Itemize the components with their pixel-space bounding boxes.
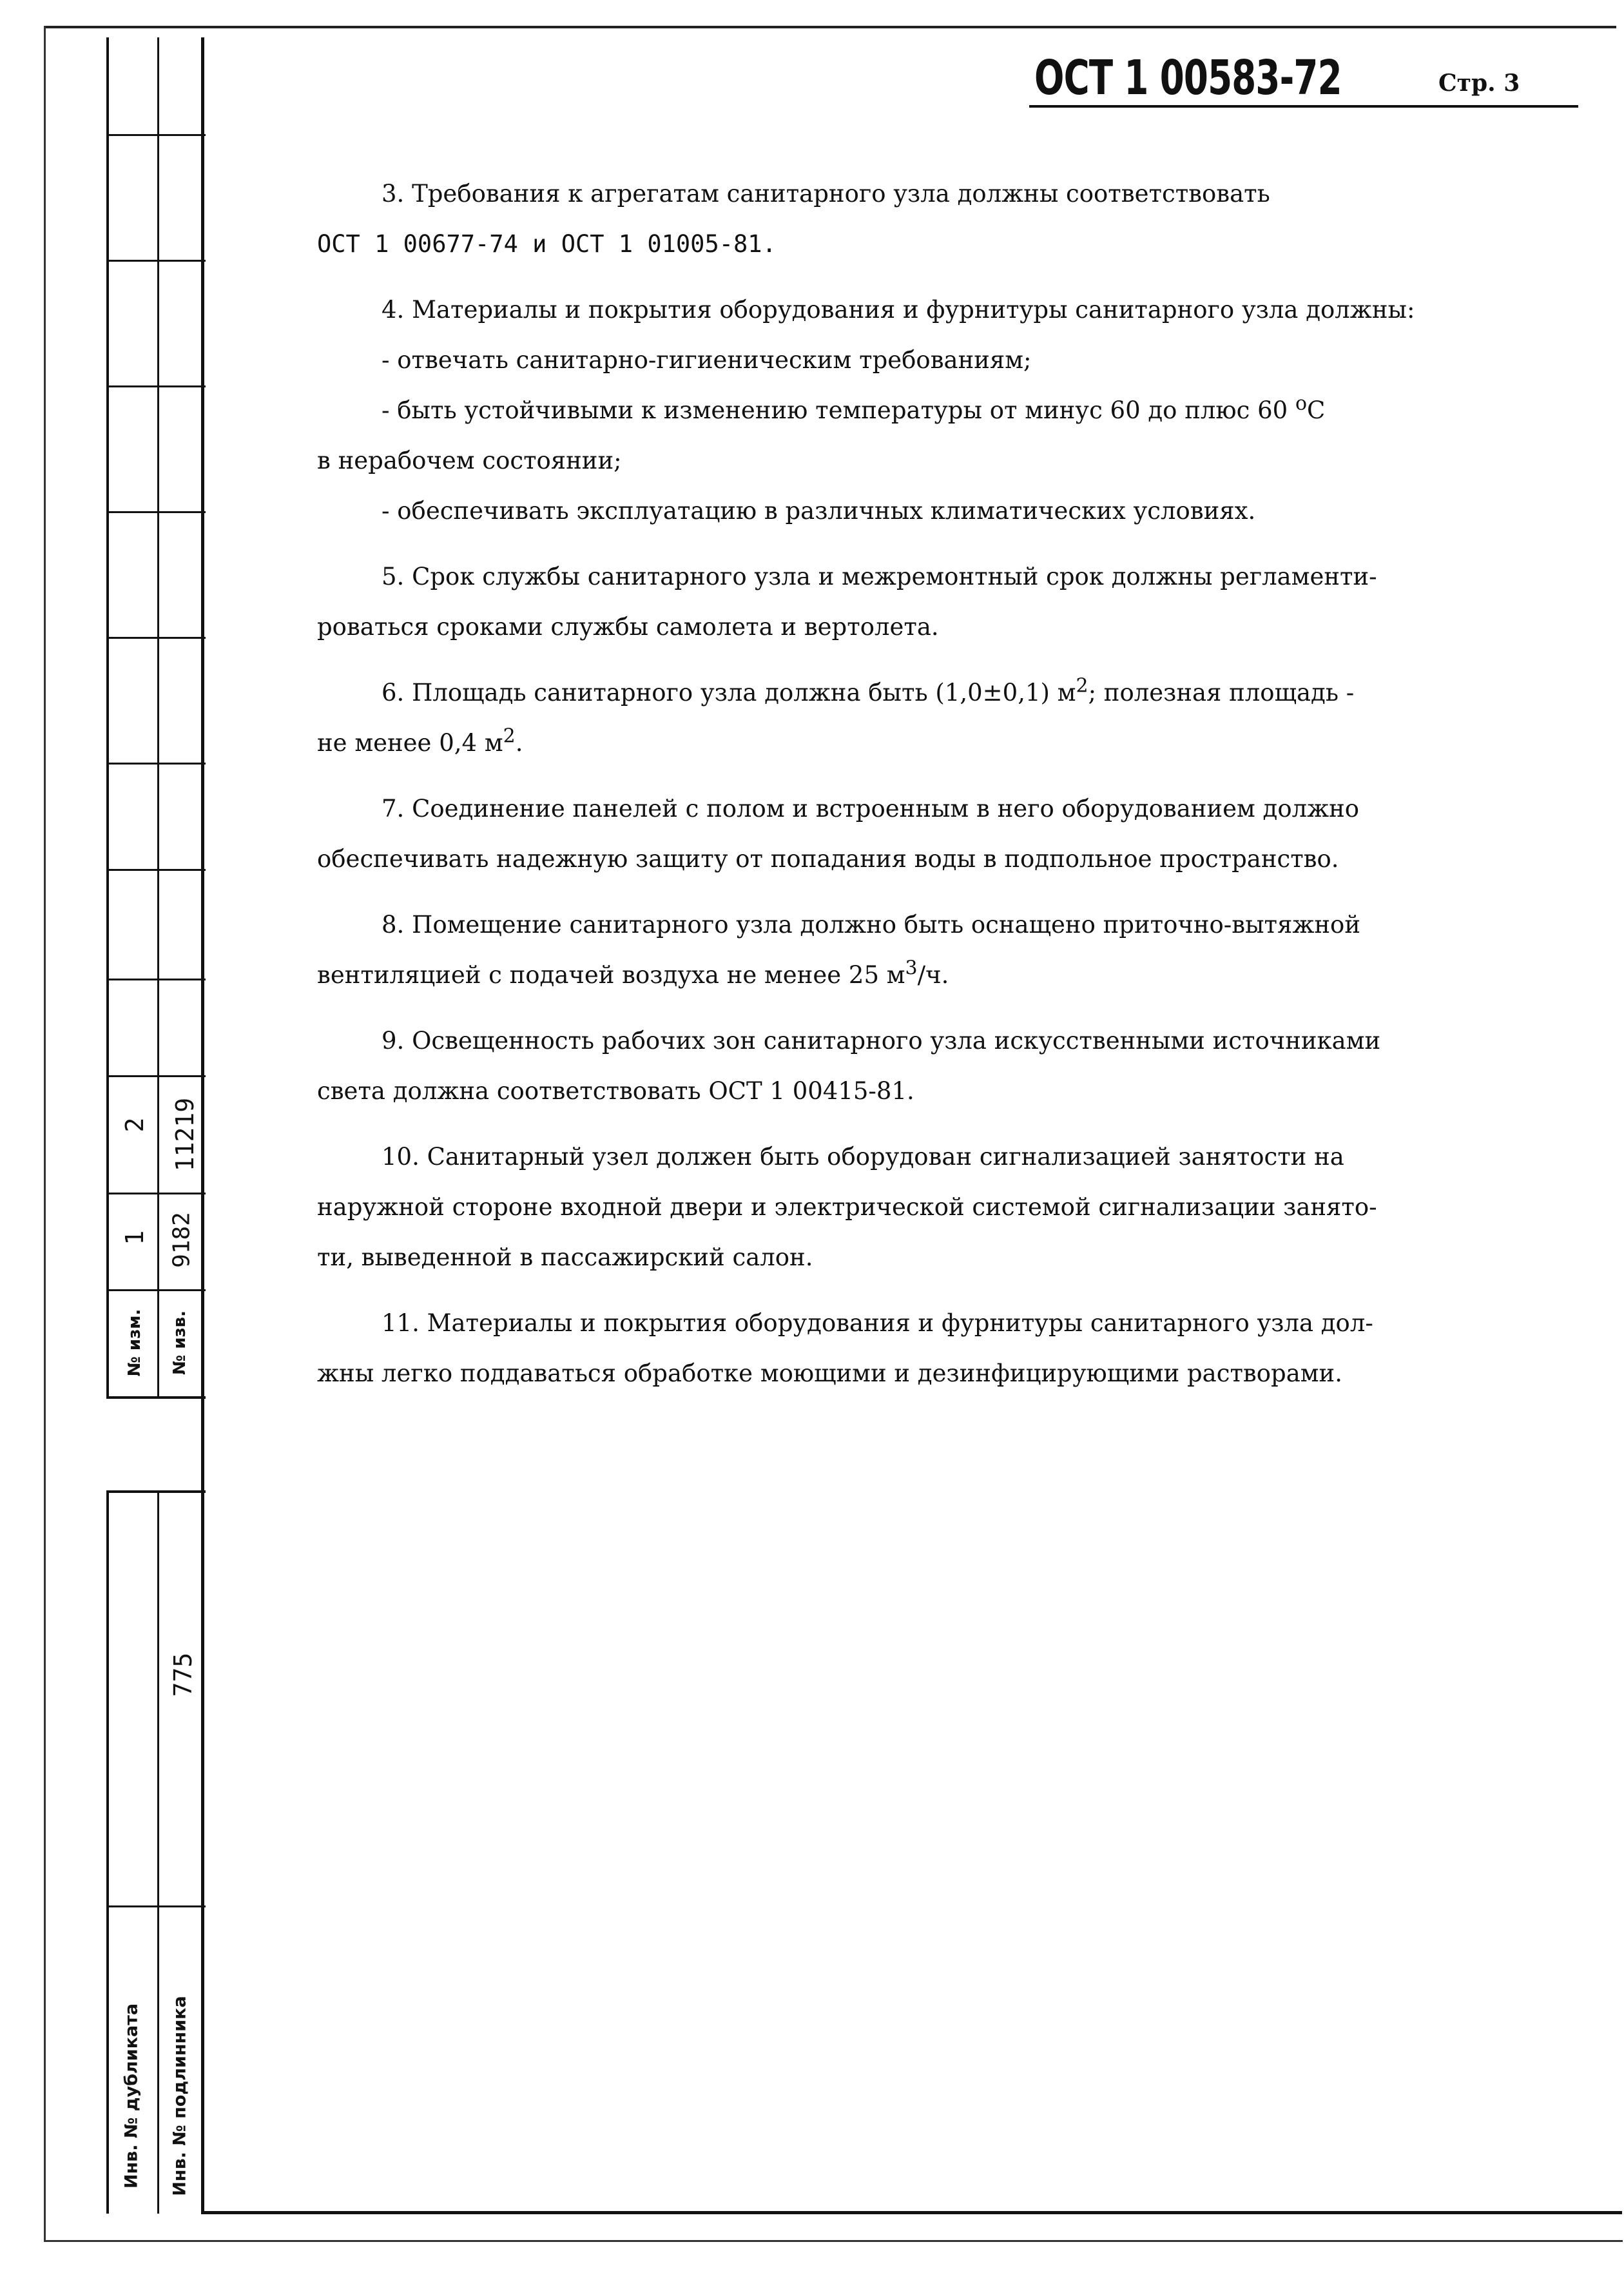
rev1-number: 1 (121, 1230, 149, 1245)
paragraph-9: 9. Освещенность рабочих зон санитарного узла искусственными источниками света должна соответствовать ОСТ 1 00415-81. (317, 1027, 1381, 1105)
page-number: Стр. 3 (1438, 70, 1520, 97)
paragraph-3: 3. Требования к агрегатам санитарного узла должны соответствовать ОСТ 1 00677-74 и ОСТ 1 01005-81. (317, 180, 1270, 258)
page-frame-bottom (44, 2240, 1623, 2242)
header-rule (1029, 105, 1578, 108)
paragraph-10: 10. Санитарный узел должен быть оборудован сигнализацией занятости на наружной стороне входной двери и электрической системой сигнализации занято- ти, выведенной в пассажирский салон. (317, 1143, 1377, 1271)
rev1-notice: 9182 (168, 1212, 195, 1268)
paragraph-11: 11. Материалы и покрытия оборудования и фурнитуры санитарного узла дол- жны легко поддаваться обработке моющими и дезинфицирующими растворами. (317, 1309, 1373, 1387)
list-item: - быть устойчивыми к изменению температуры от минус 60 до плюс 60 $^о$С (382, 392, 1326, 424)
revision-stamp (106, 37, 206, 1399)
orig-inventory-value: 775 (169, 1652, 197, 1697)
document-body (317, 169, 1496, 1414)
rev2-notice: 11219 (171, 1097, 199, 1172)
izv-label: № изв. (170, 1311, 189, 1375)
document-code: ОСТ 1 00583-72 (1034, 50, 1342, 106)
paragraph-7: 7. Соединение панелей с полом и встроенным в него оборудованием должно обеспечивать надежную защиту от попадания воды в подпольное пространство. (317, 795, 1360, 873)
izm-label: № изм. (125, 1309, 144, 1377)
page-frame-top (44, 26, 1616, 28)
paragraph-4: 4. Материалы и покрытия оборудования и фурнитуры санитарного узла должны: - отвечать санитарно-гигиеническим требованиям; - быть устойчивыми к изменению температуры от минус 60 до плюс 60 $^о$С в нерабочем состоянии; - обеспечивать эксплуатацию в различных климатических условиях. (317, 285, 1496, 536)
paragraph-5: 5. Срок службы санитарного узла и межремонтный срок должны регламенти- роваться сроками службы самолета и вертолета. (317, 563, 1377, 641)
list-item: - отвечать санитарно-гигиеническим требованиям; (382, 346, 1032, 374)
dup-inventory-label: Инв. № дубликата (121, 2003, 142, 2189)
paragraph-8: 8. Помещение санитарного узла должно быть оснащено приточно-вытяжной вентиляцией с подачей воздуха не менее 25 $м^3/ч$. (317, 911, 1360, 989)
orig-inventory-label: Инв. № подлинника (169, 1996, 190, 2196)
rev2-number: 2 (121, 1117, 149, 1133)
page-frame-left (44, 26, 46, 2240)
list-item: - обеспечивать эксплуатацию в различных климатических условиях. (382, 497, 1256, 525)
inventory-stamp (106, 1490, 206, 2214)
paragraph-6: 6. Площадь санитарного узла должна быть (1,0±0,1) $м^2$; полезная площадь - не менее 0,4 $м^2$. (317, 674, 1355, 757)
